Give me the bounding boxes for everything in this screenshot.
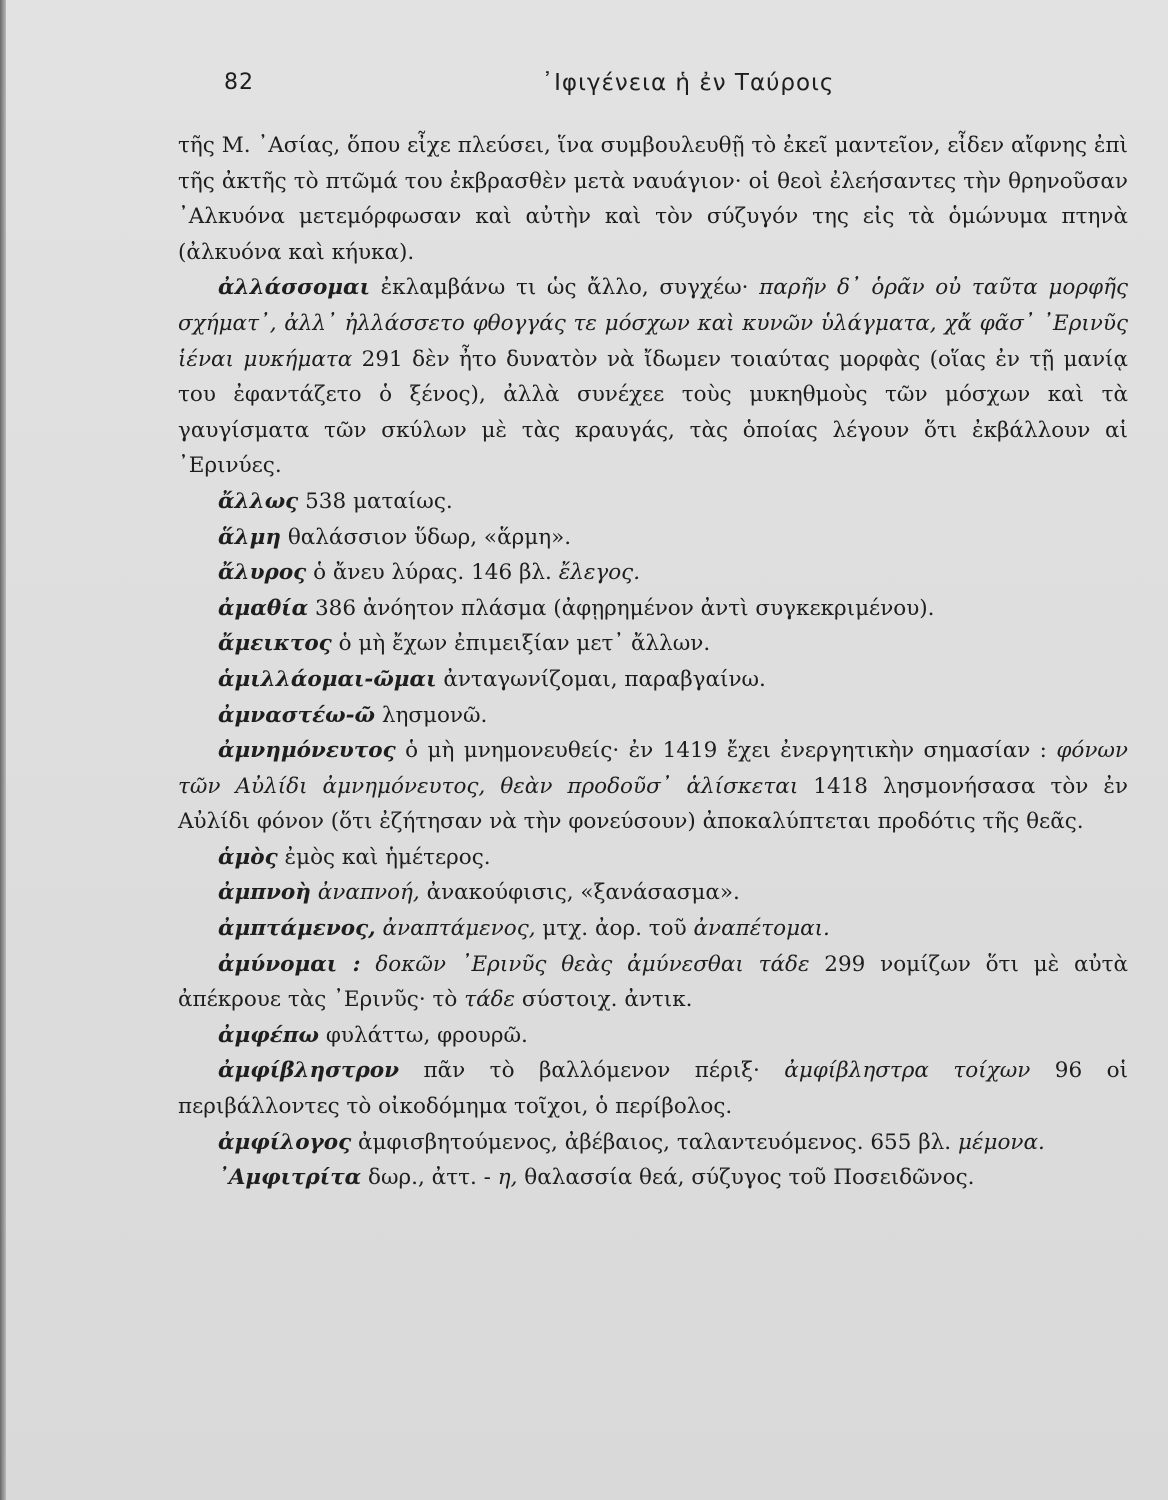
quotation-text: φόνων τῶν Αὐλίδι ἀμνημόνευτος, θεὰν προδοῦσ᾿ ἁλίσκεται: [178, 738, 1128, 799]
glossary-entry: [178, 1053, 1128, 1124]
entry-text: ἐκλαμβάνω τι ὡς ἄλλο, συγχέω·: [369, 275, 760, 301]
quotation-text: ἀναπέτομαι.: [693, 916, 830, 942]
page-edge-shadow: [0, 0, 6, 1500]
glossary-entry: [178, 591, 1128, 627]
entry-headword: ἅλμη: [218, 524, 281, 550]
entry-headword: ἀμφέπω: [218, 1022, 320, 1048]
entry-headword: ἁμὸς: [218, 844, 278, 870]
quotation-text: ἀναπνοή,: [317, 880, 420, 906]
glossary-entry: [178, 484, 1128, 520]
glossary-text: [178, 128, 1128, 1196]
glossary-entry: [178, 1018, 1128, 1054]
entry-text: 1418 λησμονήσασα τὸν ἐν Αὐλίδι φόνον (ὅτι ἐζήτησαν νὰ τὴν φονεύσουν) ἀποκαλύπτεται προδότις τῆς θεᾶς.: [178, 773, 1128, 835]
quotation-text: ἀναπτάμενος,: [382, 916, 536, 942]
entry-headword: ἄλυρος: [218, 560, 307, 586]
quotation-text: τάδε: [464, 987, 516, 1013]
entry-headword: ἀμπνοὴ: [218, 880, 311, 906]
glossary-entry: [178, 662, 1128, 698]
entry-headword: ἀμνημόνευτος: [218, 738, 396, 764]
entry-text: [376, 916, 383, 941]
quotation-text: ἀμφίβληστρα τοίχων: [784, 1058, 1031, 1084]
glossary-entry: [178, 947, 1128, 1018]
entry-text: 299 νομίζων ὅτι μὲ αὐτὰ ἀπέκρουε τὰς ᾿Ερινῦς· τὸ: [178, 951, 1128, 1013]
continued-entry: [178, 128, 1128, 270]
quotation-text: μέμονα.: [957, 1129, 1045, 1155]
glossary-entry: [178, 911, 1128, 947]
entry-text: τῆς Μ. ᾿Ασίας, ὅπου εἶχε πλεύσει, ἵνα συμβουλευθῇ τὸ ἐκεῖ μαντεῖον, εἶδεν αἴφνης ἐπὶ τῆς ἀκτῆς τὸ πτῶμά του ἐκβρασθὲν μετὰ ναυάγιον· οἱ θεοὶ ἐλεήσαντες τὴν θρηνοῦσαν ᾿Αλκυόνα μετεμόρφωσαν καὶ αὐτὴν καὶ τὸν σύζυγόν της εἰς τὰ ὁμώνυμα πτηνὰ (ἀλκυόνα καὶ κήυκα).: [178, 133, 1128, 265]
entry-text: ὁ ἄνευ λύρας. 146 βλ.: [306, 560, 559, 586]
entry-headword: ἀμπτάμενος,: [218, 916, 376, 942]
entry-text: ἀμφισβητούμενος, ἀβέβαιος, ταλαντευόμενος. 655 βλ.: [351, 1129, 958, 1155]
entry-headword: ἀμαθία: [218, 595, 309, 621]
glossary-entry: [178, 733, 1128, 840]
quotation-text: παρῆν δ᾿ ὁρᾶν οὐ ταῦτα μορφῆς σχήματ᾿, ἀλλ᾿ ἠλλάσσετο φθογγάς τε μόσχων καὶ κυνῶν ὑλάγματα, χἄ φᾶσ᾿ ᾿Ερινῦς ἱέναι μυκήματα: [178, 275, 1128, 372]
entry-text: ἀνακούφισις, «ξανάσασμα».: [419, 880, 740, 906]
entry-headword: ἀμφίβληστρον: [218, 1058, 399, 1084]
entry-text: σύστοιχ. ἀντικ.: [515, 987, 693, 1013]
glossary-entry: [178, 520, 1128, 556]
entry-headword: ἄλλως: [218, 488, 299, 514]
glossary-entry: [178, 270, 1128, 484]
entry-text: 538 ματαίως.: [298, 488, 453, 514]
quotation-text: η,: [497, 1165, 518, 1191]
entry-text: θαλάσσιον ὕδωρ, «ἅρμη».: [281, 524, 572, 550]
quotation-text: δοκῶν ᾿Ερινῦς θεὰς ἀμύνεσθαι τάδε: [375, 951, 810, 977]
entry-text: φυλάττω, φρουρῶ.: [319, 1022, 528, 1048]
entry-text: λησμονῶ.: [375, 702, 488, 728]
entry-headword: ᾿Αμφιτρίτα: [218, 1165, 362, 1191]
entry-text: ἐμὸς καὶ ἡμέτερος.: [277, 844, 491, 870]
glossary-entry: [178, 698, 1128, 734]
entry-text: πᾶν τὸ βαλλόμενον πέριξ·: [399, 1058, 785, 1084]
entry-headword: ἀμύνομαι :: [218, 951, 361, 977]
glossary-entry: [178, 1125, 1128, 1161]
entry-text: δωρ., ἀττ. -: [361, 1165, 498, 1191]
page-number: 82: [224, 70, 254, 95]
glossary-entry: [178, 875, 1128, 911]
entry-text: μτχ. ἀορ. τοῦ: [535, 916, 694, 942]
entry-text: 96 οἱ περιβάλλοντες τὸ οἰκοδόμημα τοῖχοι, ὁ περίβολος.: [178, 1058, 1128, 1120]
entry-headword: ἄμεικτος: [218, 631, 332, 657]
entry-headword: ἀλλάσσομαι: [218, 275, 370, 301]
running-title: ᾿Ιφιγένεια ἡ ἐν Ταύροις: [541, 70, 835, 96]
glossary-entry: [178, 626, 1128, 662]
entry-text: ἀνταγωνίζομαι, παραβγαίνω.: [436, 666, 766, 692]
entry-text: [311, 880, 318, 905]
entry-text: 291 δὲν ἦτο δυνατὸν νὰ ἴδωμεν τοιαύτας μορφὰς (οἵας ἐν τῇ μανίᾳ του ἐφαντάζετο ὁ ξένος), ἀλλὰ συνέχεε τοὺς μυκηθμοὺς τῶν μόσχων καὶ τὰ γαυγίσματα τῶν σκύλων μὲ τὰς κραυγάς, τὰς ὁποίας λέγουν ὅτι ἐκβάλλουν αἱ ᾿Ερινύες.: [178, 346, 1128, 479]
glossary-entry: [178, 1160, 1128, 1196]
entry-text: ὁ μὴ ἔχων ἐπιμειξίαν μετ᾿ ἄλλων.: [331, 631, 711, 657]
entry-text: θαλασσία θεά, σύζυγος τοῦ Ποσειδῶνος.: [517, 1165, 975, 1191]
entry-headword: ἀμναστέω-ῶ: [218, 702, 375, 728]
glossary-entry: [178, 840, 1128, 876]
page-header: [178, 70, 1128, 104]
entry-headword: ἀμφίλογος: [218, 1129, 352, 1155]
glossary-entry: [178, 555, 1128, 591]
entry-text: ὁ μὴ μνημονευθείς· ἐν 1419 ἔχει ἐνεργητικὴν σημασίαν :: [395, 738, 1057, 764]
entry-text: [361, 952, 376, 977]
entry-text: 386 ἀνόητον πλάσμα (ἀφῃρημένον ἀντὶ συγκεκριμένου).: [308, 595, 935, 621]
entry-headword: ἁμιλλάομαι-ῶμαι: [218, 666, 437, 692]
quotation-text: ἔλεγος.: [558, 560, 641, 586]
